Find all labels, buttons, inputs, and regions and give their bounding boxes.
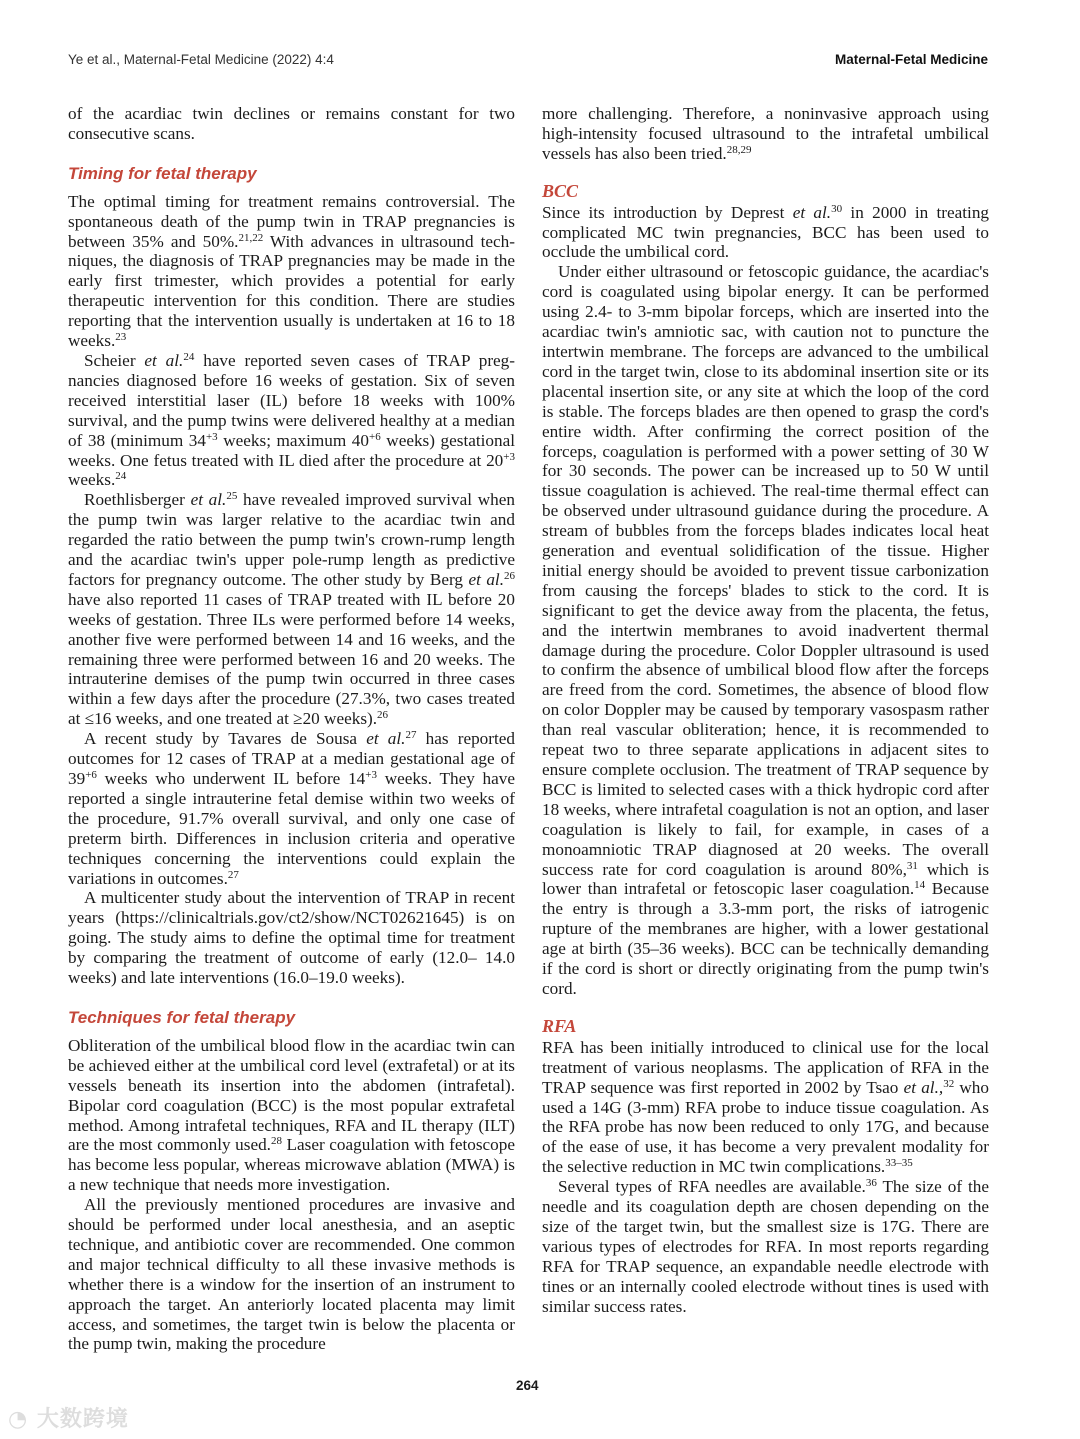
citation-superscript: 28 bbox=[270, 1135, 282, 1148]
citation-superscript: 28,29 bbox=[726, 143, 752, 156]
paragraph bbox=[542, 203, 989, 263]
paragraph bbox=[68, 351, 515, 490]
text-run: have also reported 11 cases of TRAP treated with IL before 20 weeks of gestation. Three ILs were performed before 14 weeks, another five were performed between 14 and 16 weeks, and the remaining three were performed between 16 and 20 weeks. The intrauterine demises of the pump twin occurred in three cases within a few days after the procedure (27.3%, two cases treated at ≤16 weeks, and one treated at ≥20 weeks). bbox=[68, 589, 515, 729]
text-run: more challenging. Therefore, a noninvasive approach using high-intensity focused ultrasound to the intrafetal umbilical vessels has also been tried. bbox=[542, 104, 989, 163]
paragraph bbox=[68, 729, 515, 888]
text-run: have revealed improved survival when the pump twin was larger relative to the acardiac twin and regarded the ratio between the pump twin's crown-rump length and the acardiac twin's upper pole-rump length as predictive factors for pregnancy outcome. The other study by Berg bbox=[68, 490, 515, 589]
text-run: Under either ultrasound or fetoscopic guidance, the acardiac's cord is coagulated using bipolar energy. It can be performed using 2.4- to 3-mm bipolar forceps, which are inserted into the acardiac twin's amniotic sac, with caution not to puncture the intertwin membrane. The forceps are advanced to the umbilical cord in the target twin, close to its abdominal insertion site or its placental insertion site, or any site at which the loop of the cord is stable. The forceps blades are then opened to grasp the cord's entire width. After confirming the correct position of the forceps, coagulation is performed with a power setting of 30 W for 30 seconds. The power can be increased up to 50 W until tissue coagulation is achieved. The real-time thermal effect can be observed under ultrasound guidance during the procedure. A stream of bubbles from the forceps blades indicates local heat generation and eventual solidification of the tissue. Higher initial energy should be avoided to prevent tissue carbonization from causing the forceps' blades to stick to the cord. It is significant to get the device away from the placenta, the fetus, and the intertwin membranes to avoid inadvertent thermal damage during the procedure. Color Doppler ultrasound is used to confirm the absence of umbilical blood flow after the forceps are freed from the cord. Sometimes, the absence of blood flow on color Doppler may be caused by temporary vasospasm rather than real vascular obliteration; hence, it is recommended to repeat two to three separate applications in adjacent sites to ensure complete occlusion. The treatment of TRAP sequence by BCC is limited to selected cases with a thick hydropic cord after 18 weeks, where intrafetal coagulation is not an option, and laser coagulation is likely to fail, for example, in cases of a monoamniotic TRAP diagnosed at 20 weeks. The overall success rate for cord coagulation is around 80%, bbox=[542, 262, 989, 879]
citation-superscript: 23 bbox=[115, 331, 127, 344]
text-run: Because the entry is through a 3.3-mm port, the risks of iatrogenic rupture of the membranes are higher, with a lower gestational age at birth (35–36 weeks). BCC can be technically demanding if the cord is short or directly originating from the pump twin's cord. bbox=[542, 879, 990, 998]
paragraph bbox=[68, 104, 515, 144]
text-run: All the previously mentioned procedures are invasive and should be performed under local anesthesia, and an aseptic technique, and antibiotic cover are recommended. One common and major technical difficulty to all these invasive methods is whether there is a window for the insertion of an instrument to approach the target. An anteriorly located placenta may limit access, and sometimes, the target twin is below the placenta or the pump twin, making the procedure bbox=[68, 1195, 515, 1354]
watermark-text: 大数跨境 bbox=[36, 1407, 129, 1432]
text-run: of the acardiac twin declines or remains constant for two consecutive scans. bbox=[68, 104, 515, 143]
paragraph bbox=[68, 192, 515, 351]
right-column bbox=[542, 104, 989, 1316]
text-run: weeks) gestational weeks. One fetus treated with IL died after the procedure at 20 bbox=[68, 430, 515, 470]
citation-superscript: 26 bbox=[377, 709, 389, 722]
text-run: With advances in ultrasound techniques, the diagnosis of TRAP pregnancies may be made in the early first trimester, which provides a potential for early therapeutic intervention for this condition. There are studies reporting that the intervention usually is undertaken at 16 to 18 weeks. bbox=[68, 231, 515, 351]
text-run: have reported seven cases of TRAP pregnancies diagnosed before 16 weeks of gestation. Six of seven received interstitial laser (IL) before 18 weeks with 100% survival, and the pump twins were delivered healthy at a median of 38 (minimum 34 bbox=[68, 350, 516, 450]
text-run: A multicenter study about the intervention of TRAP in recent years (https://clinicaltrials.gov/ct2/show/NCT02621645) is on going. The study aims to define the optimal time for treatment by comparing the treatment of outcome of early (12.0– 14.0 weeks) and late interventions (16.0–19.0 weeks). bbox=[68, 888, 515, 988]
citation-superscript: +6 bbox=[369, 430, 381, 443]
citation-superscript: 25 bbox=[226, 490, 238, 503]
citation-superscript: +3 bbox=[205, 430, 218, 443]
section-heading: Timing for fetal therapy bbox=[68, 163, 257, 183]
text-run: which is lower than intrafetal or fetoscopic laser coagulation. bbox=[542, 859, 990, 899]
text-run: A recent study by Tavares de Sousa bbox=[84, 729, 367, 749]
text-run: Laser coagulation with fetoscope has become less popular, whereas microwave ablation (MWA) is a new technique that needs more investigation. bbox=[68, 1135, 515, 1195]
italic-text: et al. bbox=[792, 202, 832, 222]
paragraph bbox=[542, 104, 989, 164]
text-run: RFA has been initially introduced to clinical use for the local treatment of various neoplasms. The application of RFA in the TRAP sequence was first reported in 2002 by Tsao bbox=[542, 1037, 989, 1097]
running-header-citation: Ye et al., Maternal-Fetal Medicine (2022) 4:4 bbox=[68, 52, 334, 67]
citation-superscript: 21,22 bbox=[238, 231, 264, 244]
italic-text: et al. bbox=[144, 350, 184, 370]
text-run: weeks; maximum 40 bbox=[217, 430, 369, 450]
italic-text: et al. bbox=[366, 729, 406, 749]
citation-superscript: 24 bbox=[115, 470, 127, 483]
citation-superscript: +6 bbox=[85, 769, 97, 781]
text-run: The optimal timing for treatment remains controversial. The spontaneous death of the pump twin in TRAP pregnancies is between 35% and 50%. bbox=[68, 191, 515, 251]
citation-superscript: 27 bbox=[227, 868, 239, 881]
watermark-logo: ◔ 大数跨境 bbox=[8, 1407, 129, 1432]
section-heading: BCC bbox=[542, 180, 579, 201]
paragraph bbox=[68, 1195, 515, 1354]
citation-superscript: 30 bbox=[831, 202, 843, 215]
left-column bbox=[68, 104, 515, 1354]
citation-superscript: +3 bbox=[365, 769, 377, 781]
text-run: Scheier bbox=[84, 350, 145, 370]
citation-superscript: 27 bbox=[405, 729, 417, 742]
citation-superscript: 24 bbox=[183, 350, 195, 363]
citation-superscript: 36 bbox=[865, 1177, 877, 1190]
italic-text: et al., bbox=[903, 1077, 944, 1097]
italic-text: et al. bbox=[190, 490, 227, 510]
text-run: Since its introduction by Deprest bbox=[542, 202, 793, 222]
citation-superscript: 31 bbox=[906, 859, 918, 872]
text-run: weeks. bbox=[68, 470, 116, 490]
text-run: Roethlisberger bbox=[84, 490, 191, 510]
citation-superscript: 14 bbox=[914, 879, 926, 892]
paragraph bbox=[542, 262, 989, 999]
text-run: who used a 14G (3-mm) RFA probe to induce tissue coagulation. As the RFA probe has now been reduced to only 17G, and because of the ease of use, it has become a very prevalent modality for the selective reduction in MC twin complications. bbox=[542, 1077, 989, 1177]
page-number: 264 bbox=[516, 1378, 539, 1393]
section-heading: Techniques for fetal therapy bbox=[68, 1007, 296, 1027]
citation-superscript: 26 bbox=[504, 569, 515, 582]
text-run: weeks. They have reported a single intrauterine fetal demise within two weeks of the procedure, 91.7% overall survival, and only one case of preterm birth. Differences in inclusion criteria and operative techniques concerning the interventions could explain the variations in outcomes. bbox=[68, 769, 515, 888]
text-run: Several types of RFA needles are available. bbox=[558, 1177, 866, 1197]
text-run: The size of the needle and its coagulation depth are chosen depending on the size of the target twin, but the smallest size is 17G. There are various types of electrodes for RFA. In most reports regarding RFA for TRAP sequence, an expandable needle electrode with tines or an internally cooled electrode without tines is used with similar success rates. bbox=[542, 1177, 990, 1316]
paragraph bbox=[68, 888, 515, 988]
text-run: weeks who underwent IL before 14 bbox=[96, 769, 366, 788]
paragraph bbox=[542, 1038, 989, 1177]
citation-superscript: 33–35 bbox=[885, 1157, 913, 1170]
running-header-journal: Maternal-Fetal Medicine bbox=[834, 52, 988, 67]
text-run: in 2000 in treating complicated MC twin pregnancies, BCC has been used to occlude the umbilical cord. bbox=[542, 202, 990, 262]
italic-text: et al. bbox=[468, 569, 504, 589]
citation-superscript: 32 bbox=[943, 1077, 955, 1090]
text-run: Obliteration of the umbilical blood flow in the acardiac twin can be achieved either at the umbilical cord level (extrafetal) or at its vessels beneath its insertion into the abdomen (intrafetal). Bipolar cord coagulation (BCC) is the most popular extrafetal method. Among intrafetal techniques, RFA and IL therapy (ILT) are the most commonly used. bbox=[68, 1035, 515, 1155]
section-heading: RFA bbox=[542, 1015, 577, 1036]
paragraph bbox=[68, 490, 515, 729]
paragraph bbox=[542, 1177, 989, 1316]
paragraph bbox=[68, 1036, 515, 1195]
citation-superscript: +3 bbox=[503, 450, 515, 463]
text-run: has reported outcomes for 12 cases of TRAP at a median gestational age of 39 bbox=[68, 729, 515, 788]
